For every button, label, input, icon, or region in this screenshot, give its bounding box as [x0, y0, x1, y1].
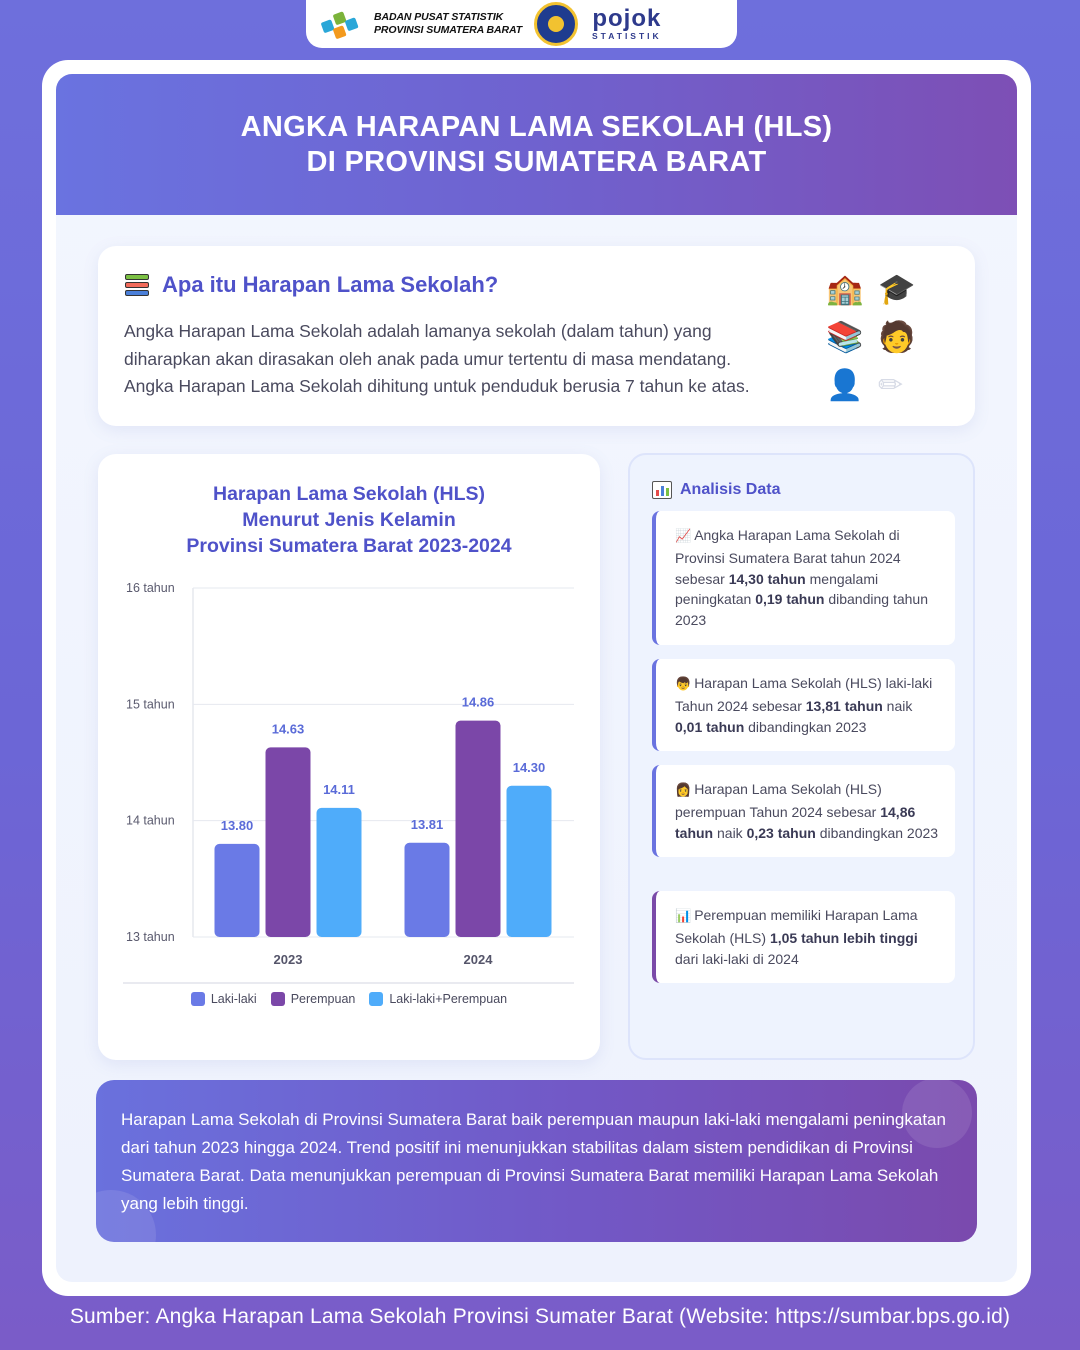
university-seal-icon — [534, 2, 578, 46]
data-label: 14.30 — [512, 759, 546, 775]
note-text: dibanding tahun 2023 — [675, 591, 928, 629]
legend-swatch — [191, 992, 205, 1006]
bps-name-line2: PROVINSI SUMATERA BARAT — [374, 24, 523, 36]
note-text: Harapan Lama Sekolah (HLS) perempuan Tahun 2024 sebesar — [675, 781, 882, 820]
conclusion-box — [96, 1080, 977, 1242]
note-text: dari laki-laki di 2024 — [675, 950, 799, 967]
note-text: dibandingkan 2023 — [744, 718, 867, 735]
chart-title-line3: Provinsi Sumatera Barat 2023-2024 — [186, 535, 512, 557]
analysis-heading — [652, 481, 780, 499]
chart-legend — [98, 992, 600, 1006]
bar — [317, 808, 362, 937]
analysis-note — [652, 765, 955, 857]
note-emoji-icon: 📈 — [675, 529, 692, 544]
legend-label: Laki-laki+Perempuan — [389, 992, 508, 1006]
hls-bar-chart — [98, 454, 600, 1060]
data-label: 14.11 — [323, 781, 355, 797]
page-title-line2: DI PROVINSI SUMATERA BARAT — [306, 145, 767, 178]
decorative-icons — [826, 272, 926, 402]
analysis-note — [652, 511, 955, 645]
note-highlight: 0,23 tahun — [746, 824, 816, 841]
legend-label: Perempuan — [290, 992, 356, 1006]
school-icon: 🏫 — [826, 272, 864, 307]
note-emoji-icon: 👦 — [675, 677, 692, 692]
bar — [507, 786, 552, 937]
note-highlight: 14,30 tahun — [728, 570, 806, 587]
definition-line: diharapkan akan dirasakan oleh anak pada umur tertentu di masa mendatang. — [124, 348, 732, 369]
data-label: 13.81 — [410, 816, 444, 832]
legend-swatch — [369, 992, 383, 1006]
header-banner — [56, 74, 1017, 215]
conclusion-text: Harapan Lama Sekolah di Provinsi Sumatera Barat baik perempuan maupun laki-laki mengalami peningkatan dari tahun 2023 hingga 2024. Trend positif ini menunjukkan stabilitas dalam sistem pendidikan di Provinsi Sumatera Barat. Data menunjukkan perempuan di Provinsi Sumatera Barat memiliki Harapan Lama Sekolah yang lebih tinggi. — [121, 1110, 946, 1213]
definition-line: Angka Harapan Lama Sekolah dihitung untuk penduduk berusia 7 tahun ke atas. — [124, 376, 750, 396]
chart-title-line2: Menurut Jenis Kelamin — [242, 509, 456, 531]
analysis-note — [652, 891, 955, 983]
analysis-card — [628, 453, 975, 1060]
legend-item — [271, 992, 356, 1006]
definition-text — [124, 318, 804, 401]
legend-item — [369, 992, 507, 1006]
definition-line: Angka Harapan Lama Sekolah adalah lamanya sekolah (dalam tahun) yang — [124, 321, 712, 341]
note-text: naik — [713, 824, 747, 841]
chart-card — [98, 454, 600, 1060]
pojok-logo-text: pojok — [592, 5, 662, 32]
source-note: Sumber: Angka Harapan Lama Sekolah Provinsi Sumater Barat (Website: https://sumbar.bps.go.id) — [69, 1305, 1011, 1328]
page-title-line1: ANGKA HARAPAN LAMA SEKOLAH (HLS) — [240, 110, 833, 143]
analysis-note — [652, 659, 955, 751]
note-emoji-icon: 👩 — [675, 783, 692, 798]
graduate-icon: 🧑 — [878, 320, 916, 355]
note-text: mengalami peningkatan — [675, 570, 879, 608]
chart-title-line1: Harapan Lama Sekolah (HLS) — [213, 483, 485, 505]
note-highlight: 14,86 tahun — [675, 803, 916, 841]
note-emoji-icon: 📊 — [675, 909, 692, 924]
x-tick-label: 2023 — [273, 952, 303, 967]
analysis-title: Analisis Data — [680, 481, 781, 498]
y-tick-label: 14 tahun — [126, 813, 175, 828]
legend-swatch — [271, 992, 285, 1006]
bps-name — [374, 11, 522, 37]
note-text: naik — [882, 697, 913, 714]
note-text: Perempuan memiliki Harapan Lama Sekolah (HLS) — [675, 907, 918, 946]
pojok-logo-subtext: STATISTIK — [592, 31, 662, 41]
note-text: Harapan Lama Sekolah (HLS) laki-laki Tahun 2024 sebesar — [675, 675, 933, 714]
data-label: 14.86 — [461, 694, 495, 710]
y-tick-label: 15 tahun — [126, 697, 175, 712]
bar — [405, 843, 450, 937]
logo-bar — [306, 0, 737, 48]
bps-name-line1: BADAN PUSAT STATISTIK — [374, 11, 504, 23]
note-text: Angka Harapan Lama Sekolah di Provinsi Sumatera Barat tahun 2024 sebesar — [675, 527, 901, 587]
data-label: 14.63 — [271, 721, 305, 737]
books-icon — [124, 272, 150, 298]
y-tick-label: 16 tahun — [126, 581, 175, 595]
definition-card — [98, 246, 975, 426]
infographic-panel — [56, 74, 1017, 1282]
student-icon: 👤 — [826, 368, 864, 403]
page-title — [241, 110, 833, 180]
data-label: 13.80 — [220, 817, 254, 833]
legend-item — [191, 992, 257, 1006]
definition-heading — [124, 272, 498, 298]
graduation-cap-icon: 🎓 — [878, 272, 916, 307]
bar-chart-icon — [652, 481, 672, 499]
bar — [456, 721, 501, 937]
y-tick-label: 13 tahun — [126, 930, 175, 944]
note-highlight: 0,01 tahun — [675, 718, 745, 735]
definition-title: Apa itu Harapan Lama Sekolah? — [162, 272, 499, 297]
books-icon: 📚 — [826, 320, 864, 355]
legend-label: Laki-laki — [210, 992, 257, 1006]
bps-logo-icon — [320, 5, 366, 43]
pencil-icon: ✏ — [878, 368, 904, 403]
x-tick-label: 2024 — [463, 952, 493, 967]
pojok-statistik-logo — [592, 7, 662, 41]
note-highlight: 0,19 tahun — [755, 591, 825, 608]
note-text: dibandingkan 2023 — [815, 824, 939, 841]
note-highlight: 1,05 tahun lebih tinggi — [769, 929, 918, 946]
note-highlight: 13,81 tahun — [805, 697, 883, 714]
bar — [215, 844, 260, 937]
bar — [266, 747, 311, 937]
